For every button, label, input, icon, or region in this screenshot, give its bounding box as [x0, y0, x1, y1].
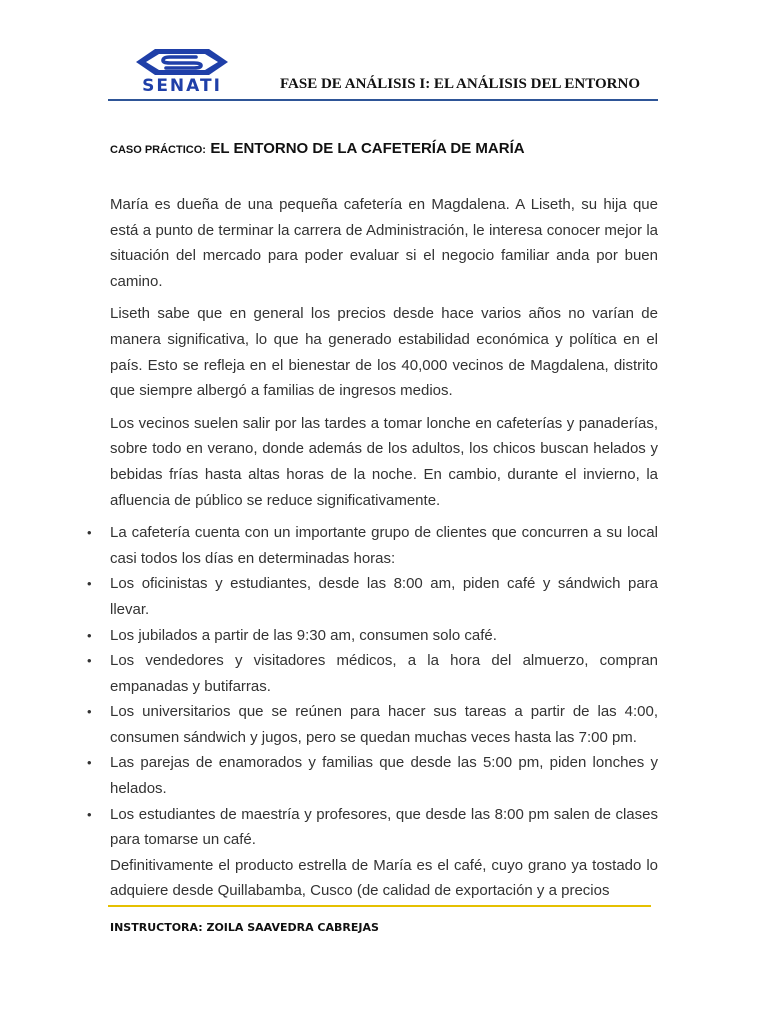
- footer-divider: [108, 905, 651, 907]
- document-body: [87, 192, 658, 904]
- bullet-icon: •: [87, 576, 92, 592]
- bullet-icon: •: [87, 806, 92, 822]
- instructor-footer: INSTRUCTORA: ZOILA SAAVEDRA CABREJAS: [110, 921, 379, 934]
- list-item-text: Los jubilados a partir de las 9:30 am, consumen solo café.: [110, 626, 497, 644]
- case-heading: EL ENTORNO DE LA CAFETERÍA DE MARÍA: [210, 140, 525, 157]
- list-item: [87, 571, 658, 622]
- list-item: [87, 623, 658, 649]
- list-item-text: Los oficinistas y estudiantes, desde las 8:00 am, piden café y sándwich para llevar.: [110, 575, 658, 618]
- list-item: [87, 802, 658, 853]
- list-item: [87, 699, 658, 750]
- senati-logo: [108, 44, 256, 96]
- svg-text:SENATI: SENATI: [142, 76, 222, 96]
- bullet-icon: •: [87, 653, 92, 669]
- list-item: [87, 648, 658, 699]
- paragraph: Liseth sabe que en general los precios desde hace varios años no varían de manera significativa, lo que ha generado estabilidad económica y política en el país. Esto se refleja en el bienestar de los 40,000 vecinos de Magdalena, distrito que siempre albergó a familias de ingresos medios.: [110, 305, 658, 400]
- list-item-text: Los universitarios que se reúnen para hacer sus tareas a partir de las 4:00, consumen sándwich y jugos, pero se quedan muchas veces hasta las 7:00 pm.: [110, 703, 658, 746]
- list-item: [87, 750, 658, 801]
- bullet-icon: •: [87, 755, 92, 771]
- bullet-icon: •: [87, 525, 92, 541]
- document-header-title: FASE DE ANÁLISIS I: EL ANÁLISIS DEL ENTORNO: [280, 76, 640, 92]
- header-divider: [108, 99, 658, 101]
- customer-list: [87, 520, 658, 853]
- paragraph: Los vecinos suelen salir por las tardes a tomar lonche en cafeterías y panaderías, sobre todo en verano, donde además de los adultos, los chicos buscan helados y bebidas frías hasta altas horas de la noche. En cambio, durante el invierno, la afluencia de público se reduce significativamente.: [110, 414, 658, 509]
- list-item-text: La cafetería cuenta con un importante grupo de clientes que concurren a su local casi todos los días en determinadas horas:: [110, 524, 658, 567]
- list-item: [87, 520, 658, 571]
- closing-paragraph: Definitivamente el producto estrella de María es el café, cuyo grano ya tostado lo adquiere desde Quillabamba, Cusco (de calidad de exportación y a precios: [110, 856, 658, 900]
- bullet-icon: •: [87, 627, 92, 643]
- paragraph: María es dueña de una pequeña cafetería en Magdalena. A Liseth, su hija que está a punto de terminar la carrera de Administración, le interesa conocer mejor la situación del mercado para poder evaluar si el negocio familiar anda por buen camino.: [110, 196, 658, 290]
- case-title: [110, 140, 525, 158]
- bullet-icon: •: [87, 704, 92, 720]
- list-item-text: Los estudiantes de maestría y profesores, que desde las 8:00 pm salen de clases para tomarse un café.: [110, 805, 658, 849]
- senati-logo-icon: [108, 44, 256, 96]
- list-item-text: Los vendedores y visitadores médicos, a la hora del almuerzo, compran empanadas y butifarras.: [110, 652, 658, 695]
- case-prefix: CASO PRÁCTICO:: [110, 144, 206, 156]
- list-item-text: Las parejas de enamorados y familias que desde las 5:00 pm, piden lonches y helados.: [110, 754, 658, 798]
